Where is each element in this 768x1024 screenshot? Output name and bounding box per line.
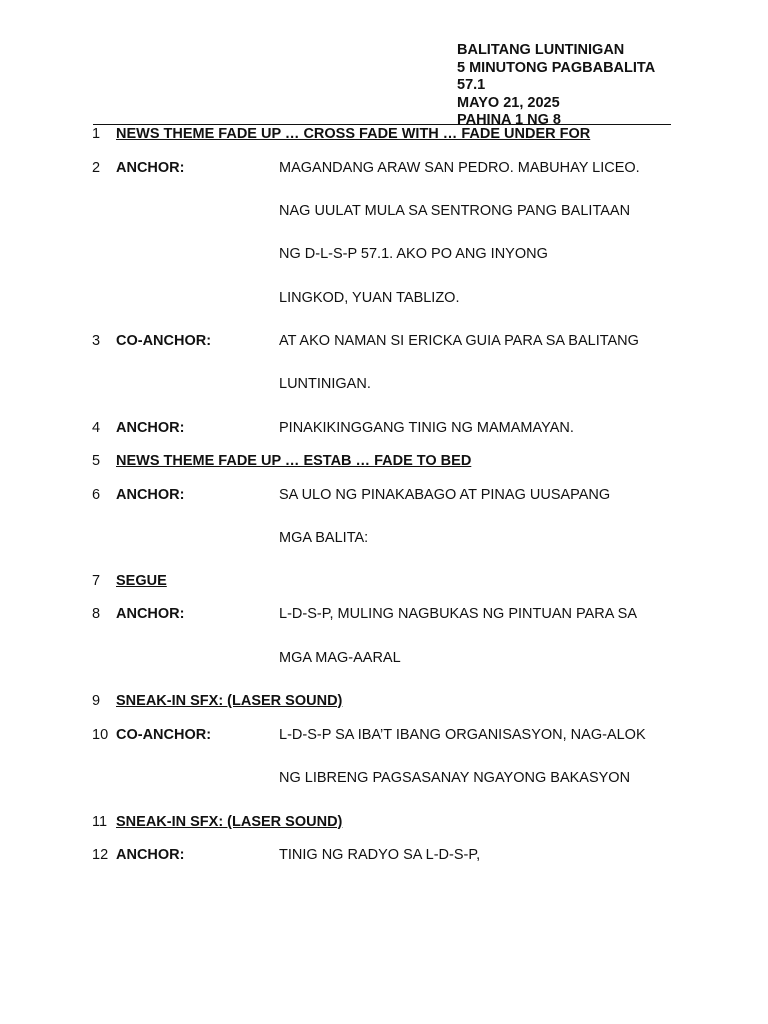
line-number: 4 xyxy=(92,420,101,436)
line-number: 5 xyxy=(92,453,101,469)
production-cue: NEWS THEME FADE UP … CROSS FADE WITH … FADE UNDER FOR xyxy=(116,126,591,142)
production-cue: NEWS THEME FADE UP … ESTAB … FADE TO BED xyxy=(116,453,472,469)
production-cue: SNEAK-IN SFX: (LASER SOUND) xyxy=(116,693,343,709)
line-number: 6 xyxy=(92,487,101,503)
speaker-label: ANCHOR: xyxy=(116,847,185,863)
line-number: 7 xyxy=(92,573,101,589)
broadcast-date: MAYO 21, 2025 xyxy=(457,94,560,111)
program-subtitle: 5 MINUTONG PAGBABALITA xyxy=(457,59,656,76)
speaker-label: CO-ANCHOR: xyxy=(116,333,212,349)
script-text: LUNTINIGAN. xyxy=(279,376,371,392)
line-number: 3 xyxy=(92,333,101,349)
script-text: LINGKOD, YUAN TABLIZO. xyxy=(279,290,460,306)
script-text: NAG UULAT MULA SA SENTRONG PANG BALITAAN xyxy=(279,203,631,219)
line-number: 11 xyxy=(92,814,108,830)
script-text: AT AKO NAMAN SI ERICKA GUIA PARA SA BALITANG xyxy=(279,333,639,349)
speaker-label: ANCHOR: xyxy=(116,420,185,436)
speaker-label: CO-ANCHOR: xyxy=(116,727,212,743)
line-number: 1 xyxy=(92,126,101,142)
script-text: SA ULO NG PINAKABAGO AT PINAG UUSAPANG xyxy=(279,487,611,503)
speaker-label: ANCHOR: xyxy=(116,606,185,622)
speaker-label: ANCHOR: xyxy=(116,487,185,503)
station-frequency: 57.1 xyxy=(457,77,486,93)
script-text: NG LIBRENG PAGSASANAY NGAYONG BAKASYON xyxy=(279,770,631,786)
line-number: 9 xyxy=(92,693,101,709)
script-text: L-D-S-P SA IBA’T IBANG ORGANISASYON, NAG-ALOK xyxy=(279,727,646,743)
line-number: 2 xyxy=(92,160,101,176)
line-number: 10 xyxy=(92,727,109,743)
program-title: BALITANG LUNTINIGAN xyxy=(457,42,625,58)
script-text: PINAKIKINGGANG TINIG NG MAMAMAYAN. xyxy=(279,420,574,436)
page-number: PAHINA 1 NG 8 xyxy=(457,112,561,128)
script-text: L-D-S-P, MULING NAGBUKAS NG PINTUAN PARA SA xyxy=(279,606,638,622)
script-text: TINIG NG RADYO SA L-D-S-P, xyxy=(279,847,481,863)
script-text: MGA MAG-AARAL xyxy=(279,650,401,666)
speaker-label: ANCHOR: xyxy=(116,160,185,176)
line-number: 12 xyxy=(92,847,109,863)
production-cue: SEGUE xyxy=(116,573,167,589)
line-number: 8 xyxy=(92,606,101,622)
production-cue: SNEAK-IN SFX: (LASER SOUND) xyxy=(116,814,343,830)
document-header xyxy=(457,42,655,130)
script-text: MGA BALITA: xyxy=(279,530,369,546)
header-divider xyxy=(93,124,671,125)
script-text: MAGANDANG ARAW SAN PEDRO. MABUHAY LICEO. xyxy=(279,160,640,176)
script-text: NG D-L-S-P 57.1. AKO PO ANG INYONG xyxy=(279,246,548,262)
